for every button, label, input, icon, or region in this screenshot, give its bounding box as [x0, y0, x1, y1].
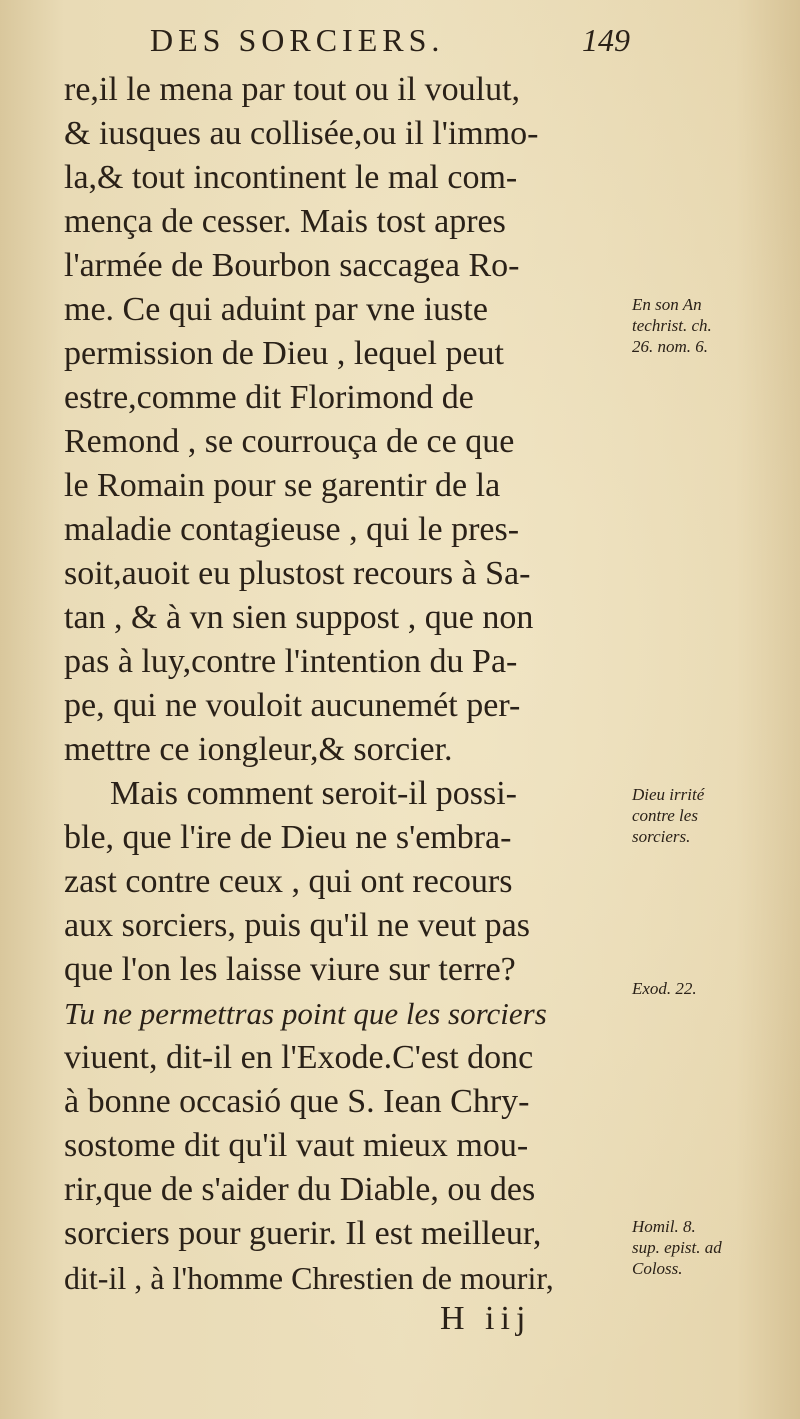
text-line: soit,auoit eu plustost recours à Sa-: [64, 555, 531, 592]
text-line: estre,comme dit Florimond de: [64, 379, 474, 416]
text-line: zast contre ceux , qui ont recours: [64, 863, 513, 900]
marginal-note-line: sup. epist. ad: [632, 1238, 722, 1257]
paragraph-start-line: Mais comment seroit-il possi-: [110, 775, 518, 812]
text-line: Remond , se courrouça de ce que: [64, 423, 515, 460]
marginal-note-line: 26. nom. 6.: [632, 337, 709, 356]
marginal-note: [632, 784, 772, 847]
page-number: 149: [582, 22, 630, 58]
text-line: tan , & à vn sien suppost , que non: [64, 599, 534, 636]
text-line: sorciers pour guerir. Il est meilleur,: [64, 1215, 542, 1252]
marginal-note: [632, 294, 772, 357]
text-line: aux sorciers, puis qu'il ne veut pas: [64, 907, 530, 944]
marginal-note-line: Exod. 22.: [632, 979, 697, 998]
text-line: le Romain pour se garentir de la: [64, 467, 501, 504]
text-line: sostome dit qu'il vaut mieux mou-: [64, 1127, 529, 1164]
marginal-note-line: contre les: [632, 806, 698, 825]
text-line: viuent, dit-il en l'Exode.C'est donc: [64, 1039, 534, 1076]
text-line: & iusques au collisée,ou il l'immo-: [64, 115, 539, 152]
marginal-note: [632, 978, 772, 999]
text-line: mença de cesser. Mais tost apres: [64, 203, 506, 240]
signature-mark: H iij: [440, 1300, 532, 1337]
text-line: permission de Dieu , lequel peut: [64, 335, 505, 372]
marginal-note-line: sorciers.: [632, 827, 691, 846]
text-line: mettre ce iongleur,& sorcier.: [64, 731, 453, 768]
text-line: rir,que de s'aider du Diable, ou des: [64, 1171, 536, 1208]
text-line: dit-il , à l'homme Chrestien de mourir,: [64, 1260, 554, 1296]
text-line: à bonne occasió que S. Iean Chry-: [64, 1083, 530, 1120]
text-line: me. Ce qui aduint par vne iuste: [64, 291, 488, 328]
running-title: DES SORCIERS.: [150, 22, 445, 58]
text-line: re,il le mena par tout ou il voulut,: [64, 71, 521, 108]
text-line: la,& tout incontinent le mal com-: [64, 159, 518, 196]
text-line: l'armée de Bourbon saccagea Ro-: [64, 247, 520, 284]
text-line: ble, que l'ire de Dieu ne s'embra-: [64, 819, 512, 856]
marginal-note-line: Dieu irrité: [632, 785, 705, 804]
marginal-note-line: techrist. ch.: [632, 316, 712, 335]
running-head: [150, 22, 630, 66]
marginal-note-line: Homil. 8.: [632, 1217, 696, 1236]
marginal-note-line: Coloss.: [632, 1259, 683, 1278]
marginal-note-line: En son An: [632, 295, 702, 314]
text-line: que l'on les laisse viure sur terre?: [64, 951, 516, 988]
text-line: maladie contagieuse , qui le pres-: [64, 511, 520, 548]
text-line: pe, qui ne vouloit aucunemét per-: [64, 687, 521, 724]
italic-quote-line: Tu ne permettras point que les sorciers: [64, 996, 547, 1031]
text-line: pas à luy,contre l'intention du Pa-: [64, 643, 518, 680]
marginal-note: [632, 1216, 772, 1279]
